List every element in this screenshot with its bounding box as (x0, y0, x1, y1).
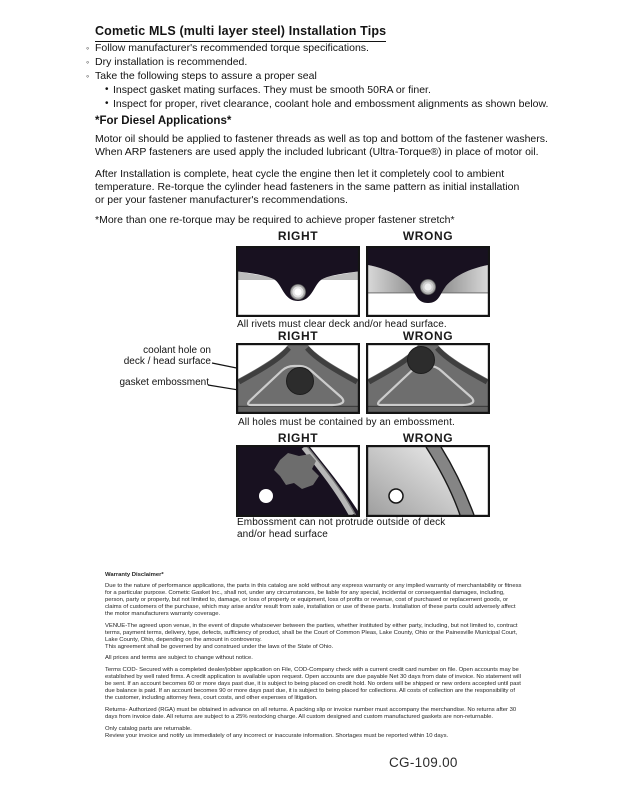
hole-containment-wrong-diagram (366, 343, 490, 414)
tip-text: Follow manufacturer's recommended torque specifications. (95, 42, 369, 54)
tip-item (86, 55, 548, 69)
row2-wrong-label: WRONG (402, 329, 454, 343)
legal-paragraph: Due to the nature of performance applications, the parts in this catalog are sold without any express warranty or any implied warranty of merchantability or fitness for a particular purpose. Cometic Gasket Inc., shall not, under any circumstances, be liable for any special, incidental or consequential damages, including, person, party or property, but not limited to, damage, or loss of property or equipment, loss of profits or revenue, cost of purchased or replacement goods, or claims of customers of the purchase, which may arise and/or result from sale, installation or use of these parts. Installation of these parts could adversely affect the motor manufacturers warranty coverage. (105, 582, 522, 617)
retorque-note: *More than one re-torque may be required to achieve proper fastener stretch* (95, 214, 455, 226)
legal-paragraph: Terms COD- Secured with a completed dealer/jobber application on File, COD-Company check with a current credit card number on file. Open accounts may be established by well rated firms. A credit application is available upon request. Open accounts are due payable Net 30 days from date of invoice. No statement will be sent. If an account becomes 60 or more days past due, it is subject to being placed on credit hold. No orders will be shipped or new orders accepted until past due balance is paid. If an account becomes 90 or more days past due, it is subject to being placed for collections. All costs of collection are the responsibility of the customer, including attorney fees, court costs, and other expenses of litigation. (105, 667, 521, 702)
bullet-icon: • (105, 98, 109, 109)
row3-right-label: RIGHT (277, 431, 319, 445)
tip-text: Dry installation is recommended. (95, 56, 248, 68)
hollow-bullet-icon: ◦ (86, 57, 90, 67)
hollow-bullet-icon: ◦ (86, 71, 90, 81)
paragraph-line: Motor oil should be applied to fastener threads as well as top and bottom of the fastener washers. (95, 133, 548, 145)
gasket-embossment-callout: gasket embossment (119, 377, 209, 388)
hollow-bullet-icon: ◦ (86, 43, 90, 53)
page-code: CG-109.00 (389, 755, 458, 770)
callout-line: deck / head surface (123, 356, 211, 367)
diesel-heading: *For Diesel Applications* (95, 115, 232, 127)
diesel-paragraph-2 (95, 168, 555, 207)
tips-list (86, 41, 548, 111)
tip-text: Inspect for proper, rivet clearance, coolant hole and embossment alignments as shown below. (113, 98, 549, 110)
embossment-protrusion-right-diagram (236, 445, 360, 517)
hole-containment-right-diagram (236, 343, 360, 414)
tip-text: Take the following steps to assure a proper seal (95, 70, 317, 82)
legal-paragraph: VENUE-The agreed upon venue, in the event of dispute whatsoever between the parties, whether instituted by either party, including, but not limited to, contract terms, payment terms, delivery, type, defects, sufficiency of product, shall be the Court of Common Pleas, Lake County, Ohio or the Painesville Municipal Court, Lake County, Ohio, depending on the amount in controversy. (105, 622, 518, 643)
callout-line: coolant hole on (143, 345, 211, 356)
row3-caption (237, 517, 445, 541)
paragraph-line: temperature. Re-torque the cylinder head fasteners in the same pattern as initial installation (95, 181, 520, 193)
caption-line: and/or head surface (237, 529, 328, 540)
diesel-paragraph-1 (95, 133, 555, 159)
paragraph-line: When ARP fasteners are used apply the included lubricant (Ultra-Torque®) in place of motor oil. (95, 146, 539, 158)
paragraph-line: After Installation is complete, heat cycle the engine then let it completely cool to ambient (95, 168, 505, 180)
embossment-protrusion-wrong-diagram (366, 445, 490, 517)
legal-heading: Warranty Disclaimer* (105, 572, 164, 578)
legal-paragraph: All prices and terms are subject to change without notice. (105, 655, 253, 662)
tip-item (86, 41, 548, 55)
tip-item (86, 69, 548, 83)
legal-paragraph: Review your invoice and notify us immediately of any incorrect or inaccurate information. Shortages must be reported within 10 days. (105, 732, 449, 739)
page-title: Cometic MLS (multi layer steel) Installation Tips (95, 24, 386, 42)
legal-paragraph: Only catalog parts are returnable. (105, 725, 192, 732)
legal-paragraph: Returns- Authorized (RGA) must be obtained in advance on all returns. A packing slip or invoice number must accompany the merchandise. No returns after 30 days from invoice date. All returns are subject to a 25% restocking charge. All custom designed and custom manufactured gaskets are non-returnable. (105, 707, 517, 721)
coolant-hole-callout (96, 345, 211, 367)
row2-right-label: RIGHT (277, 329, 319, 343)
paragraph-line: or per your fastener manufacturer's recommendations. (95, 194, 348, 206)
row1-right-label: RIGHT (277, 229, 319, 243)
legal-block (105, 572, 523, 744)
row2-caption: All holes must be contained by an embossment. (238, 417, 455, 428)
tip-sub-item (86, 97, 548, 111)
row3-wrong-label: WRONG (402, 431, 454, 445)
legal-paragraph: This agreement shall be governed by and construed under the laws of the State of Ohio. (105, 643, 334, 650)
tip-sub-item (86, 83, 548, 97)
rivet-clearance-wrong-diagram (366, 246, 490, 317)
row1-wrong-label: WRONG (402, 229, 454, 243)
bullet-icon: • (105, 84, 109, 95)
row1-caption: All rivets must clear deck and/or head surface. (237, 319, 447, 330)
caption-line: Embossment can not protrude outside of deck (237, 517, 446, 528)
tip-text: Inspect gasket mating surfaces. They must be smooth 50RA or finer. (113, 84, 431, 96)
rivet-clearance-right-diagram (236, 246, 360, 317)
